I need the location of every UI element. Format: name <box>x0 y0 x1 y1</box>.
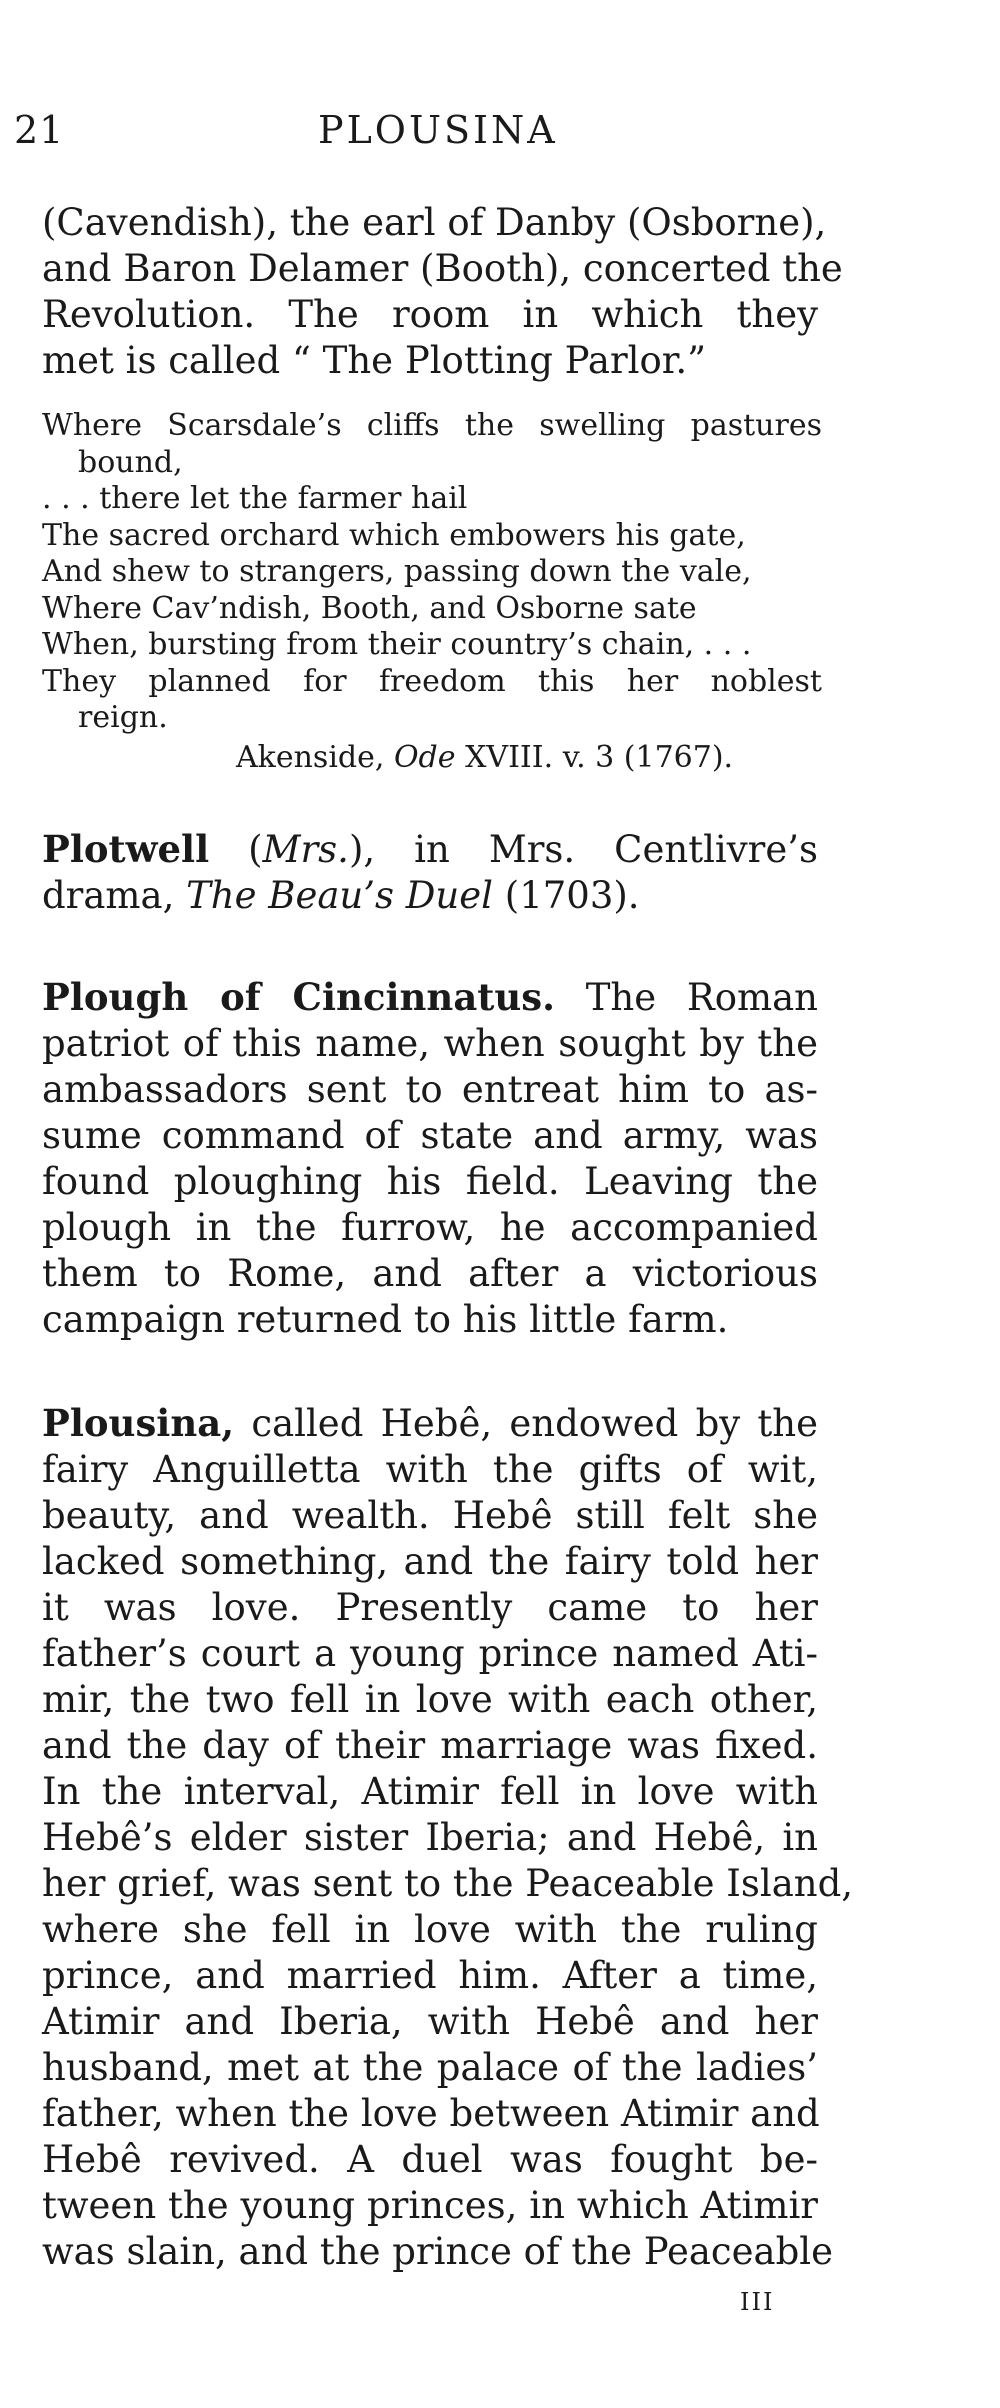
text-line: Atimir and Iberia, with Hebê and her <box>42 2000 818 2043</box>
text-line: plough in the furrow, he accompanied <box>42 1206 818 1249</box>
attribution-author: Akenside, <box>236 740 385 775</box>
text-line: lacked something, and the fairy told her <box>42 1540 818 1583</box>
entry-plotwell <box>42 826 818 919</box>
entry-headword: Plotwell <box>42 827 210 871</box>
text-line: and the day of their marriage was fixed. <box>42 1724 818 1767</box>
text-line: fairy Anguilletta with the gifts of wit, <box>42 1448 818 1491</box>
text-line <box>42 826 818 873</box>
continuation-paragraph <box>42 200 843 384</box>
verse-quotation <box>42 408 822 737</box>
attribution-reference: XVIII. v. 3 (1767). <box>465 740 734 775</box>
entry-qualifier: Mrs. <box>262 828 349 871</box>
text-line: (Cavendish), the earl of Danby (Osborne), <box>42 201 827 244</box>
text-line: ambassadors sent to entreat him to as- <box>42 1068 818 1111</box>
text-line: mir, the two fell in love with each other, <box>42 1678 818 1721</box>
entry-plough-of-cincinnatus <box>42 974 818 1343</box>
text-line: and Baron Delamer (Booth), concerted the <box>42 247 843 290</box>
verse-line: reign. <box>78 700 168 735</box>
text-line <box>42 1400 818 1447</box>
verse-line: . . . there let the farmer hail <box>42 481 468 516</box>
verse-line: bound, <box>78 444 183 480</box>
entry-work-title: The Beau’s Duel <box>186 874 493 917</box>
text-line: prince, and married him. After a time, <box>42 1954 818 1997</box>
verse-attribution <box>236 740 733 776</box>
text-line: beauty, and wealth. Hebê still felt she <box>42 1494 818 1537</box>
punctuation: ( <box>248 828 263 871</box>
text-line: was slain, and the prince of the Peaceable <box>42 2230 834 2273</box>
entry-text: drama, <box>42 874 175 917</box>
text-line: patriot of this name, when sought by the <box>42 1022 818 1065</box>
entry-plousina <box>42 1400 854 2275</box>
text-line: In the interval, Atimir fell in love with <box>42 1770 818 1813</box>
verse-line: The sacred orchard which embowers his gate, <box>42 517 746 553</box>
entry-text: in Mrs. Centlivre’s <box>414 828 818 871</box>
text-line: father, when the love between Atimir and <box>42 2092 820 2135</box>
text-line: tween the young princes, in which Atimir <box>42 2184 818 2227</box>
text-line: Hebê revived. A duel was fought be- <box>42 2138 818 2181</box>
text-line: Hebê’s elder sister Iberia; and Hebê, in <box>42 1816 818 1859</box>
text-line: sume command of state and army, was <box>42 1114 818 1157</box>
verse-line: Where Scarsdale’s cliffs the swelling pastures <box>42 408 822 443</box>
verse-line: Where Cav’ndish, Booth, and Osborne sate <box>42 590 697 626</box>
text-line: it was love. Presently came to her <box>42 1586 818 1629</box>
text-line: her grief, was sent to the Peaceable Island, <box>42 1862 854 1905</box>
entry-headword: Plousina, <box>42 1401 235 1445</box>
page-number: 21 <box>14 108 65 152</box>
text-line: met is called “ The Plotting Parlor.” <box>42 339 707 382</box>
page-header <box>0 108 1000 158</box>
attribution-work: Ode <box>393 740 456 775</box>
verse-line: When, bursting from their country’s chain, . . . <box>42 627 752 662</box>
entry-text: called Hebê, endowed by the <box>251 1402 818 1445</box>
entry-text: (1703). <box>504 874 640 917</box>
verse-line: They planned for freedom this her noblest <box>42 663 822 699</box>
text-line: father’s court a young prince named Ati- <box>42 1632 818 1675</box>
text-line <box>42 873 818 919</box>
signature-mark: III <box>740 2288 775 2316</box>
entry-headword: Plough of Cincinnatus. <box>42 975 556 1019</box>
text-line: Revolution. The room in which they <box>42 293 818 336</box>
text-line: husband, met at the palace of the ladies’ <box>42 2046 818 2089</box>
running-title: PLOUSINA <box>318 108 558 152</box>
text-line: where she fell in love with the ruling <box>42 1908 818 1951</box>
verse-line: And shew to strangers, passing down the vale, <box>42 554 752 589</box>
text-line <box>42 974 818 1021</box>
text-line: found ploughing his field. Leaving the <box>42 1160 818 1203</box>
entry-text: The Roman <box>585 976 818 1019</box>
text-line: them to Rome, and after a victorious <box>42 1252 818 1295</box>
punctuation: ), <box>348 828 376 871</box>
text-line: campaign returned to his little farm. <box>42 1298 729 1341</box>
